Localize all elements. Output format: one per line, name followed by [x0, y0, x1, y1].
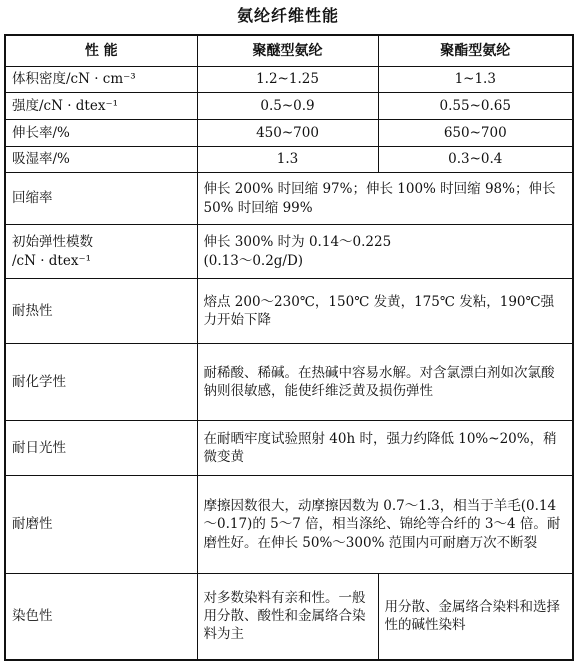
- table-row: [5, 476, 573, 574]
- polyester-value: 0.55~0.65: [378, 93, 573, 120]
- shared-value: 伸长 200% 时回缩 97%；伸长 100% 时回缩 98%；伸长 50% 时回缩 99%: [197, 173, 573, 225]
- table-row: [5, 120, 573, 147]
- row-label: 染色性: [5, 574, 197, 660]
- row-label: 耐热性: [5, 279, 197, 344]
- shared-value: 耐稀酸、稀碱。在热碱中容易水解。对含氯漂白剂如次氯酸钠则很敏感，能使纤维泛黄及损伤弹性: [197, 344, 573, 421]
- table-header-row: [5, 35, 573, 67]
- table-row: [5, 225, 573, 279]
- table-row: [5, 67, 573, 93]
- polyether-value: 1.3: [197, 147, 378, 173]
- polyester-value: 0.3~0.4: [378, 147, 573, 173]
- shared-value-line: (0.13～0.2g/D): [203, 252, 304, 269]
- table-row: [5, 173, 573, 225]
- shared-value: [197, 225, 573, 279]
- table-row: [5, 279, 573, 344]
- table-row: [5, 147, 573, 173]
- table-row: [5, 421, 573, 476]
- row-label: 伸长率/%: [5, 120, 197, 147]
- polyether-value: 0.5~0.9: [197, 93, 378, 120]
- shared-value: 摩擦因数很大，动摩擦因数为 0.7～1.3，相当于羊毛(0.14～0.17)的 5～7 倍，相当涤纶、锦纶等合纤的 3～4 倍。耐磨性好。在伸长 50%～300% 范围内可耐磨万次不断裂: [197, 476, 573, 574]
- row-label: 吸湿率/%: [5, 147, 197, 173]
- properties-table: [4, 34, 574, 661]
- polyester-value: 用分散、金属络合染料和选择性的碱性染料: [378, 574, 573, 660]
- header-polyester: 聚酯型氨纶: [378, 35, 573, 67]
- header-polyether: 聚醚型氨纶: [197, 35, 378, 67]
- polyether-value: 450~700: [197, 120, 378, 147]
- table-row: [5, 344, 573, 421]
- table-row: [5, 93, 573, 120]
- row-label: 体积密度/cN · cm⁻³: [5, 67, 197, 93]
- polyester-value: 650~700: [378, 120, 573, 147]
- shared-value: 熔点 200～230℃，150℃ 发黄，175℃ 发粘，190℃强力开始下降: [197, 279, 573, 344]
- shared-value-line: 伸长 300% 时为 0.14～0.225: [203, 234, 392, 251]
- row-label-line: 初始弹性模数: [12, 234, 93, 251]
- row-label: [5, 225, 197, 279]
- row-label-unit: /cN · dtex⁻¹: [12, 252, 92, 269]
- shared-value: 在耐晒牢度试验照射 40h 时，强力约降低 10%~20%，稍微变黄: [197, 421, 573, 476]
- row-label: 耐日光性: [5, 421, 197, 476]
- polyether-value: 1.2~1.25: [197, 67, 378, 93]
- polyester-value: 1~1.3: [378, 67, 573, 93]
- table-row: [5, 574, 573, 660]
- row-label: 回缩率: [5, 173, 197, 225]
- polyether-value: 对多数染料有亲和性。一般用分散、酸性和金属络合染料为主: [197, 574, 378, 660]
- row-label: 耐磨性: [5, 476, 197, 574]
- table-title: 氨纶纤维性能: [236, 6, 339, 25]
- row-label: 强度/cN · dtex⁻¹: [5, 93, 197, 120]
- header-property: 性 能: [5, 35, 197, 67]
- row-label: 耐化学性: [5, 344, 197, 421]
